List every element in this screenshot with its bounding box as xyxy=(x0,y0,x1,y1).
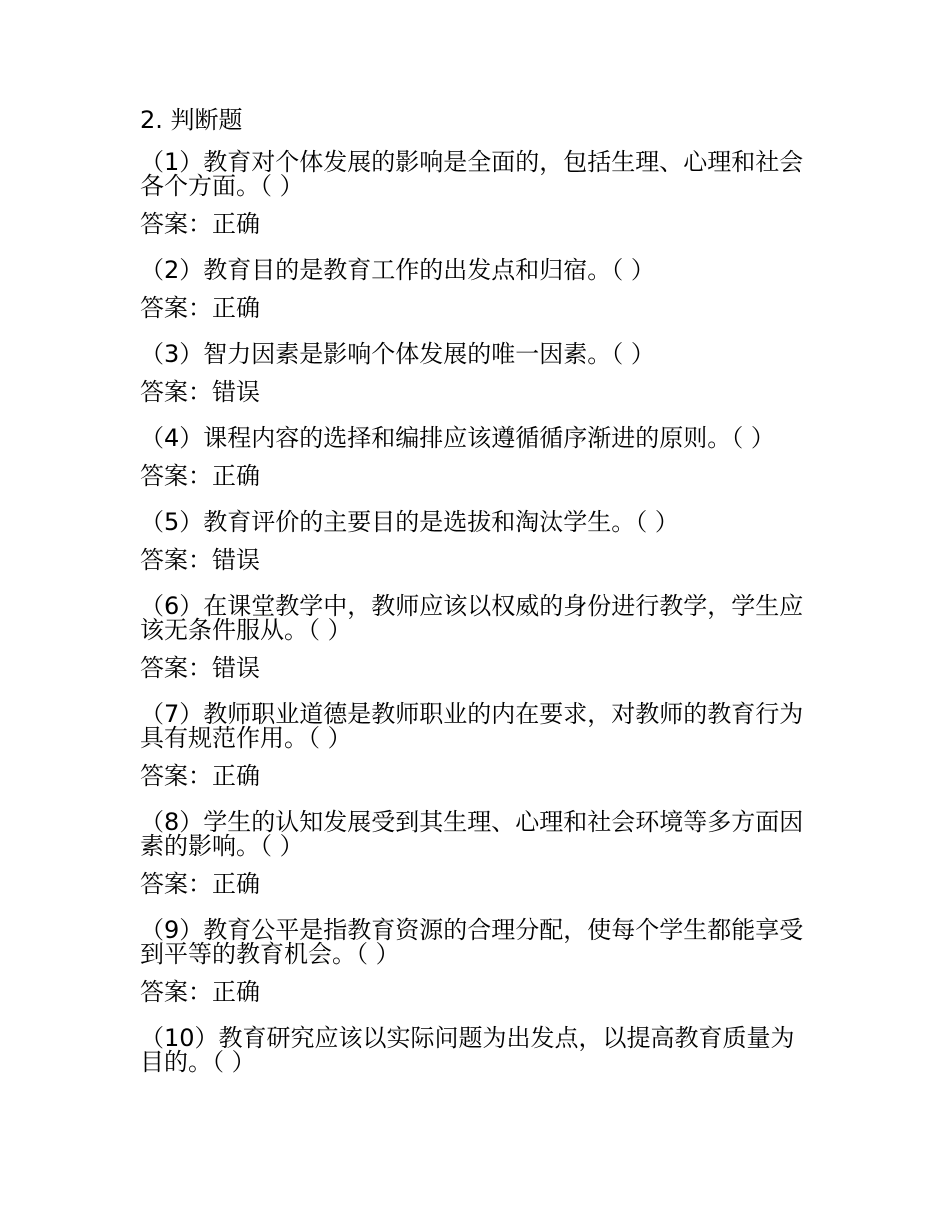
question-3: （3）智力因素是影响个体发展的唯一因素。（ ） xyxy=(140,340,655,368)
answer-5: 答案：错误 xyxy=(140,546,260,574)
answer-4: 答案：正确 xyxy=(140,462,260,490)
question-5: （5）教育评价的主要目的是选拔和淘汰学生。（ ） xyxy=(140,508,679,536)
question-9: （9）教育公平是指教育资源的合理分配，使每个学生都能享受到平等的教育机会。（ ） xyxy=(140,916,804,968)
answer-7: 答案：正确 xyxy=(140,762,260,790)
question-4: （4）课程内容的选择和编排应该遵循循序渐进的原则。（ ） xyxy=(140,424,775,452)
answer-6: 答案：错误 xyxy=(140,654,260,682)
question-10: （10）教育研究应该以实际问题为出发点，以提高教育质量为目的。（ ） xyxy=(140,1024,795,1076)
section-title: 2. 判断题 xyxy=(140,106,243,134)
question-2: （2）教育目的是教育工作的出发点和归宿。（ ） xyxy=(140,256,655,284)
answer-9: 答案：正确 xyxy=(140,978,260,1006)
answer-1: 答案：正确 xyxy=(140,210,260,238)
answer-3: 答案：错误 xyxy=(140,378,260,406)
answer-2: 答案：正确 xyxy=(140,294,260,322)
question-8: （8）学生的认知发展受到其生理、心理和社会环境等多方面因素的影响。（ ） xyxy=(140,808,804,860)
answer-8: 答案：正确 xyxy=(140,870,260,898)
question-7: （7）教师职业道德是教师职业的内在要求，对教师的教育行为具有规范作用。（ ） xyxy=(140,700,804,752)
document-page xyxy=(140,104,805,1074)
question-6: （6）在课堂教学中，教师应该以权威的身份进行教学，学生应该无条件服从。（ ） xyxy=(140,592,804,644)
question-1: （1）教育对个体发展的影响是全面的，包括生理、心理和社会各个方面。（ ） xyxy=(140,148,804,200)
